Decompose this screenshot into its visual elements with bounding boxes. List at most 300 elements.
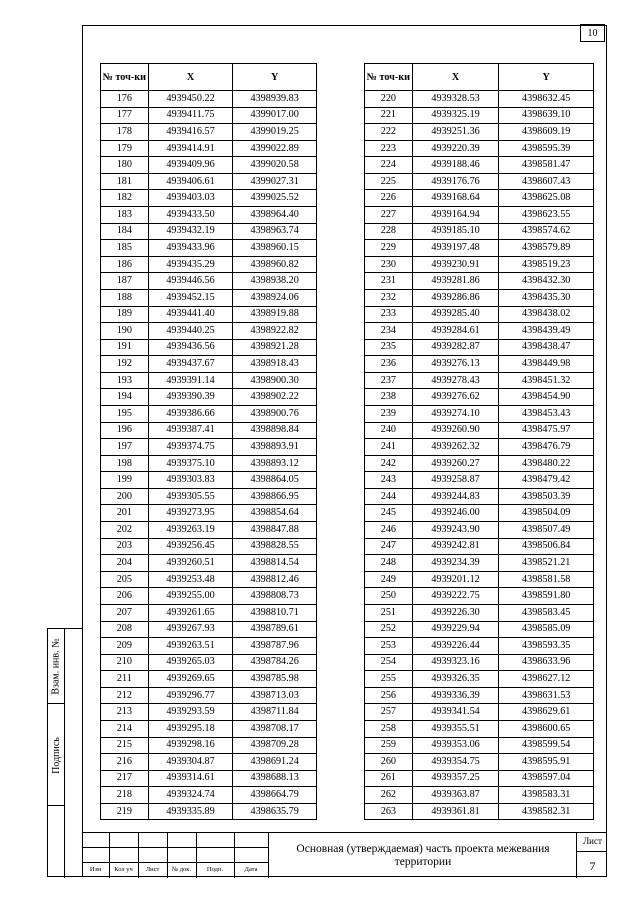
table-row (365, 140, 594, 157)
table-row (101, 505, 317, 522)
x-coordinate-cell: 4939416.57 (148, 124, 233, 141)
point-number-cell: 176 (101, 91, 149, 108)
y-coordinate-cell: 4398688.13 (233, 770, 317, 787)
y-coordinate-cell: 4398902.22 (233, 389, 317, 406)
y-coordinate-cell: 4398479.42 (499, 472, 594, 489)
x-coordinate-cell: 4939441.40 (148, 306, 233, 323)
table-row (365, 389, 594, 406)
y-coordinate-cell: 4398939.83 (233, 91, 317, 108)
table-row (365, 323, 594, 340)
x-coordinate-cell: 4939446.56 (148, 273, 233, 290)
point-number-cell: 227 (365, 207, 413, 224)
y-coordinate-cell: 4398439.49 (499, 323, 594, 340)
y-coordinate-cell: 4398579.89 (499, 240, 594, 257)
point-number-cell: 256 (365, 687, 413, 704)
x-coordinate-cell: 4939234.39 (412, 555, 499, 572)
point-number-cell: 178 (101, 124, 149, 141)
table-row (365, 604, 594, 621)
coordinates-table-right (364, 63, 594, 820)
point-number-cell: 185 (101, 240, 149, 257)
x-coordinate-cell: 4939176.76 (412, 173, 499, 190)
x-coordinate-cell: 4939226.44 (412, 638, 499, 655)
x-coordinate-cell: 4939355.51 (412, 720, 499, 737)
table-row (365, 240, 594, 257)
point-number-cell: 255 (365, 671, 413, 688)
x-coordinate-cell: 4939390.39 (148, 389, 233, 406)
table-row (101, 389, 317, 406)
point-number-cell: 211 (101, 671, 149, 688)
x-coordinate-cell: 4939260.90 (412, 422, 499, 439)
y-coordinate-cell: 4398507.49 (499, 522, 594, 539)
col-signature: Подп. (206, 866, 224, 873)
y-coordinate-cell: 4398960.82 (233, 256, 317, 273)
table-row (101, 638, 317, 655)
y-coordinate-cell: 4399020.58 (233, 157, 317, 174)
point-number-cell: 193 (101, 372, 149, 389)
x-coordinate-cell: 4939293.59 (148, 704, 233, 721)
point-number-cell: 229 (365, 240, 413, 257)
header-x: X (412, 64, 499, 91)
x-coordinate-cell: 4939164.94 (412, 207, 499, 224)
y-coordinate-cell: 4398475.97 (499, 422, 594, 439)
point-number-cell: 245 (365, 505, 413, 522)
y-coordinate-cell: 4398938.20 (233, 273, 317, 290)
point-number-cell: 225 (365, 173, 413, 190)
coordinates-table-left (100, 63, 317, 820)
point-number-cell: 232 (365, 289, 413, 306)
x-coordinate-cell: 4939303.83 (148, 472, 233, 489)
x-coordinate-cell: 4939305.55 (148, 488, 233, 505)
side-stamp (47, 628, 82, 877)
point-number-cell: 224 (365, 157, 413, 174)
x-coordinate-cell: 4939326.35 (412, 671, 499, 688)
y-coordinate-cell: 4398476.79 (499, 439, 594, 456)
table-row (365, 124, 594, 141)
table-row (101, 240, 317, 257)
point-number-cell: 239 (365, 405, 413, 422)
y-coordinate-cell: 4398921.28 (233, 339, 317, 356)
point-number-cell: 246 (365, 522, 413, 539)
table-row (101, 289, 317, 306)
col-doc-no: № док. (171, 866, 192, 873)
table-row (365, 306, 594, 323)
point-number-cell: 188 (101, 289, 149, 306)
point-number-cell: 251 (365, 604, 413, 621)
x-coordinate-cell: 4939409.96 (148, 157, 233, 174)
table-row (101, 588, 317, 605)
y-coordinate-cell: 4398922.82 (233, 323, 317, 340)
point-number-cell: 194 (101, 389, 149, 406)
x-coordinate-cell: 4939260.51 (148, 555, 233, 572)
y-coordinate-cell: 4398808.73 (233, 588, 317, 605)
y-coordinate-cell: 4398599.54 (499, 737, 594, 754)
point-number-cell: 217 (101, 770, 149, 787)
x-coordinate-cell: 4939220.39 (412, 140, 499, 157)
y-coordinate-cell: 4398625.08 (499, 190, 594, 207)
table-row (365, 538, 594, 555)
y-coordinate-cell: 4398574.62 (499, 223, 594, 240)
x-coordinate-cell: 4939436.56 (148, 339, 233, 356)
table-row (101, 306, 317, 323)
table-row (101, 91, 317, 108)
table-row (101, 522, 317, 539)
y-coordinate-cell: 4398900.76 (233, 405, 317, 422)
x-coordinate-cell: 4939361.81 (412, 803, 499, 820)
x-coordinate-cell: 4939253.48 (148, 571, 233, 588)
table-row (101, 256, 317, 273)
y-coordinate-cell: 4398453.43 (499, 405, 594, 422)
x-coordinate-cell: 4939335.89 (148, 803, 233, 820)
col-change: Изм (89, 866, 102, 873)
y-coordinate-cell: 4398711.84 (233, 704, 317, 721)
y-coordinate-cell: 4398866.95 (233, 488, 317, 505)
y-coordinate-cell: 4398960.15 (233, 240, 317, 257)
table-row (365, 654, 594, 671)
point-number-cell: 219 (101, 803, 149, 820)
y-coordinate-cell: 4398597.04 (499, 770, 594, 787)
table-row (365, 555, 594, 572)
x-coordinate-cell: 4939375.10 (148, 455, 233, 472)
table-row (365, 223, 594, 240)
y-coordinate-cell: 4398581.47 (499, 157, 594, 174)
table-row (101, 671, 317, 688)
table-row (101, 604, 317, 621)
table-row (101, 207, 317, 224)
point-number-cell: 192 (101, 356, 149, 373)
header-y: Y (499, 64, 594, 91)
col-sheet: Лист (145, 866, 160, 873)
y-coordinate-cell: 4398454.90 (499, 389, 594, 406)
x-coordinate-cell: 4939284.61 (412, 323, 499, 340)
point-number-cell: 216 (101, 754, 149, 771)
table-row (101, 654, 317, 671)
x-coordinate-cell: 4939261.65 (148, 604, 233, 621)
table-row (365, 754, 594, 771)
y-coordinate-cell: 4398627.12 (499, 671, 594, 688)
x-coordinate-cell: 4939168.64 (412, 190, 499, 207)
point-number-cell: 238 (365, 389, 413, 406)
x-coordinate-cell: 4939325.19 (412, 107, 499, 124)
y-coordinate-cell: 4398787.96 (233, 638, 317, 655)
point-number-cell: 213 (101, 704, 149, 721)
y-coordinate-cell: 4398582.31 (499, 803, 594, 820)
point-number-cell: 261 (365, 770, 413, 787)
x-coordinate-cell: 4939263.51 (148, 638, 233, 655)
header-x: X (148, 64, 233, 91)
y-coordinate-cell: 4398631.53 (499, 687, 594, 704)
y-coordinate-cell: 4398632.45 (499, 91, 594, 108)
table-row (101, 140, 317, 157)
point-number-cell: 199 (101, 472, 149, 489)
table-row (365, 621, 594, 638)
table-row (101, 555, 317, 572)
point-number-cell: 198 (101, 455, 149, 472)
header-y: Y (233, 64, 317, 91)
point-number-cell: 218 (101, 787, 149, 804)
y-coordinate-cell: 4398893.91 (233, 439, 317, 456)
table-row (365, 107, 594, 124)
y-coordinate-cell: 4398438.47 (499, 339, 594, 356)
table-row (365, 157, 594, 174)
sheet-number: 7 (589, 859, 596, 873)
table-row (365, 455, 594, 472)
y-coordinate-cell: 4398691.24 (233, 754, 317, 771)
y-coordinate-cell: 4398600.65 (499, 720, 594, 737)
point-number-cell: 197 (101, 439, 149, 456)
table-header-row (365, 64, 594, 91)
x-coordinate-cell: 4939226.30 (412, 604, 499, 621)
point-number-cell: 241 (365, 439, 413, 456)
x-coordinate-cell: 4939450.22 (148, 91, 233, 108)
point-number-cell: 249 (365, 571, 413, 588)
y-coordinate-cell: 4399027.31 (233, 173, 317, 190)
y-coordinate-cell: 4398898.84 (233, 422, 317, 439)
y-coordinate-cell: 4398919.88 (233, 306, 317, 323)
y-coordinate-cell: 4398814.54 (233, 555, 317, 572)
point-number-cell: 254 (365, 654, 413, 671)
date-cell (48, 806, 65, 878)
table-row (101, 356, 317, 373)
table-row (101, 439, 317, 456)
x-coordinate-cell: 4939387.41 (148, 422, 233, 439)
y-coordinate-cell: 4398635.79 (233, 803, 317, 820)
x-coordinate-cell: 4939274.10 (412, 405, 499, 422)
x-coordinate-cell: 4939255.00 (148, 588, 233, 605)
y-coordinate-cell: 4398583.31 (499, 787, 594, 804)
x-coordinate-cell: 4939341.54 (412, 704, 499, 721)
table-row (365, 256, 594, 273)
table-row (101, 405, 317, 422)
table-row (101, 107, 317, 124)
point-number-cell: 214 (101, 720, 149, 737)
x-coordinate-cell: 4939286.86 (412, 289, 499, 306)
point-number-cell: 234 (365, 323, 413, 340)
title-block (82, 832, 607, 877)
y-coordinate-cell: 4398438.02 (499, 306, 594, 323)
point-number-cell: 226 (365, 190, 413, 207)
table-row (365, 422, 594, 439)
point-number-cell: 231 (365, 273, 413, 290)
point-number-cell: 250 (365, 588, 413, 605)
point-number-cell: 183 (101, 207, 149, 224)
x-coordinate-cell: 4939242.81 (412, 538, 499, 555)
y-coordinate-cell: 4398449.98 (499, 356, 594, 373)
table-row (101, 422, 317, 439)
point-number-cell: 220 (365, 91, 413, 108)
point-number-cell: 222 (365, 124, 413, 141)
y-coordinate-cell: 4398633.96 (499, 654, 594, 671)
point-number-cell: 182 (101, 190, 149, 207)
x-coordinate-cell: 4939251.36 (412, 124, 499, 141)
signature-label-wrap (48, 704, 65, 806)
point-number-cell: 248 (365, 555, 413, 572)
table-row (365, 638, 594, 655)
y-coordinate-cell: 4398595.39 (499, 140, 594, 157)
y-coordinate-cell: 4398591.80 (499, 588, 594, 605)
point-number-cell: 179 (101, 140, 149, 157)
x-coordinate-cell: 4939440.25 (148, 323, 233, 340)
x-coordinate-cell: 4939357.25 (412, 770, 499, 787)
table-row (365, 173, 594, 190)
x-coordinate-cell: 4939201.12 (412, 571, 499, 588)
point-number-cell: 212 (101, 687, 149, 704)
point-number-cell: 215 (101, 737, 149, 754)
x-coordinate-cell: 4939273.95 (148, 505, 233, 522)
header-point-number: № точ-ки (101, 64, 149, 91)
y-coordinate-cell: 4398924.06 (233, 289, 317, 306)
table-row (101, 372, 317, 389)
point-number-cell: 223 (365, 140, 413, 157)
x-coordinate-cell: 4939414.91 (148, 140, 233, 157)
table-row (365, 704, 594, 721)
x-coordinate-cell: 4939336.39 (412, 687, 499, 704)
point-number-cell: 181 (101, 173, 149, 190)
signature-label: Подпись (51, 736, 63, 774)
inventory-label: Взам. инв. № (51, 638, 63, 695)
point-number-cell: 203 (101, 538, 149, 555)
y-coordinate-cell: 4398964.40 (233, 207, 317, 224)
y-coordinate-cell: 4398432.30 (499, 273, 594, 290)
y-coordinate-cell: 4398503.39 (499, 488, 594, 505)
x-coordinate-cell: 4939278.43 (412, 372, 499, 389)
point-number-cell: 190 (101, 323, 149, 340)
point-number-cell: 260 (365, 754, 413, 771)
x-coordinate-cell: 4939265.03 (148, 654, 233, 671)
point-number-cell: 233 (365, 306, 413, 323)
x-coordinate-cell: 4939258.87 (412, 472, 499, 489)
point-number-cell: 252 (365, 621, 413, 638)
point-number-cell: 177 (101, 107, 149, 124)
x-coordinate-cell: 4939406.61 (148, 173, 233, 190)
point-number-cell: 257 (365, 704, 413, 721)
table-row (365, 207, 594, 224)
table-row (365, 339, 594, 356)
y-coordinate-cell: 4398900.30 (233, 372, 317, 389)
y-coordinate-cell: 4399022.89 (233, 140, 317, 157)
x-coordinate-cell: 4939386.66 (148, 405, 233, 422)
table-row (101, 339, 317, 356)
x-coordinate-cell: 4939433.50 (148, 207, 233, 224)
x-coordinate-cell: 4939197.48 (412, 240, 499, 257)
col-qty: Кол уч (114, 866, 133, 873)
sheet-label: Лист (583, 836, 602, 846)
x-coordinate-cell: 4939353.06 (412, 737, 499, 754)
table-row (365, 803, 594, 820)
point-number-cell: 244 (365, 488, 413, 505)
point-number-cell: 263 (365, 803, 413, 820)
point-number-cell: 236 (365, 356, 413, 373)
point-number-cell: 196 (101, 422, 149, 439)
x-coordinate-cell: 4939391.14 (148, 372, 233, 389)
table-row (101, 472, 317, 489)
table-row (101, 190, 317, 207)
y-coordinate-cell: 4398623.55 (499, 207, 594, 224)
point-number-cell: 184 (101, 223, 149, 240)
table-row (365, 91, 594, 108)
x-coordinate-cell: 4939285.40 (412, 306, 499, 323)
x-coordinate-cell: 4939433.96 (148, 240, 233, 257)
x-coordinate-cell: 4939276.62 (412, 389, 499, 406)
y-coordinate-cell: 4398810.71 (233, 604, 317, 621)
y-coordinate-cell: 4398784.26 (233, 654, 317, 671)
point-number-cell: 242 (365, 455, 413, 472)
page-number: 10 (587, 27, 598, 39)
y-coordinate-cell: 4398519.23 (499, 256, 594, 273)
x-coordinate-cell: 4939295.18 (148, 720, 233, 737)
table-row (365, 505, 594, 522)
point-number-cell: 200 (101, 488, 149, 505)
x-coordinate-cell: 4939267.93 (148, 621, 233, 638)
y-coordinate-cell: 4398639.10 (499, 107, 594, 124)
table-row (365, 737, 594, 754)
point-number-cell: 209 (101, 638, 149, 655)
x-coordinate-cell: 4939374.75 (148, 439, 233, 456)
page-number-box (580, 24, 605, 42)
x-coordinate-cell: 4939185.10 (412, 223, 499, 240)
x-coordinate-cell: 4939403.03 (148, 190, 233, 207)
table-row (365, 687, 594, 704)
y-coordinate-cell: 4398785.98 (233, 671, 317, 688)
x-coordinate-cell: 4939282.87 (412, 339, 499, 356)
table-row (101, 737, 317, 754)
table-row (101, 571, 317, 588)
table-row (365, 720, 594, 737)
x-coordinate-cell: 4939304.87 (148, 754, 233, 771)
x-coordinate-cell: 4939328.53 (412, 91, 499, 108)
y-coordinate-cell: 4398709.28 (233, 737, 317, 754)
table-row (365, 522, 594, 539)
y-coordinate-cell: 4398583.45 (499, 604, 594, 621)
y-coordinate-cell: 4398480.22 (499, 455, 594, 472)
table-row (365, 671, 594, 688)
y-coordinate-cell: 4398864.05 (233, 472, 317, 489)
table-row (101, 754, 317, 771)
point-number-cell: 253 (365, 638, 413, 655)
x-coordinate-cell: 4939229.94 (412, 621, 499, 638)
table-row (101, 273, 317, 290)
x-coordinate-cell: 4939244.83 (412, 488, 499, 505)
point-number-cell: 187 (101, 273, 149, 290)
table-row (365, 289, 594, 306)
x-coordinate-cell: 4939411.75 (148, 107, 233, 124)
y-coordinate-cell: 4398506.84 (499, 538, 594, 555)
header-point-number: № точ-ки (365, 64, 413, 91)
point-number-cell: 258 (365, 720, 413, 737)
x-coordinate-cell: 4939230.91 (412, 256, 499, 273)
table-row (365, 356, 594, 373)
point-number-cell: 210 (101, 654, 149, 671)
x-coordinate-cell: 4939269.65 (148, 671, 233, 688)
point-number-cell: 208 (101, 621, 149, 638)
point-number-cell: 195 (101, 405, 149, 422)
inventory-label-wrap (48, 629, 65, 704)
point-number-cell: 235 (365, 339, 413, 356)
table-row (101, 621, 317, 638)
table-row (101, 704, 317, 721)
point-number-cell: 186 (101, 256, 149, 273)
point-number-cell: 202 (101, 522, 149, 539)
point-number-cell: 237 (365, 372, 413, 389)
y-coordinate-cell: 4398629.61 (499, 704, 594, 721)
y-coordinate-cell: 4398521.21 (499, 555, 594, 572)
y-coordinate-cell: 4398609.19 (499, 124, 594, 141)
table-row (101, 787, 317, 804)
point-number-cell: 243 (365, 472, 413, 489)
point-number-cell: 191 (101, 339, 149, 356)
x-coordinate-cell: 4939298.16 (148, 737, 233, 754)
point-number-cell: 247 (365, 538, 413, 555)
table-row (101, 803, 317, 820)
